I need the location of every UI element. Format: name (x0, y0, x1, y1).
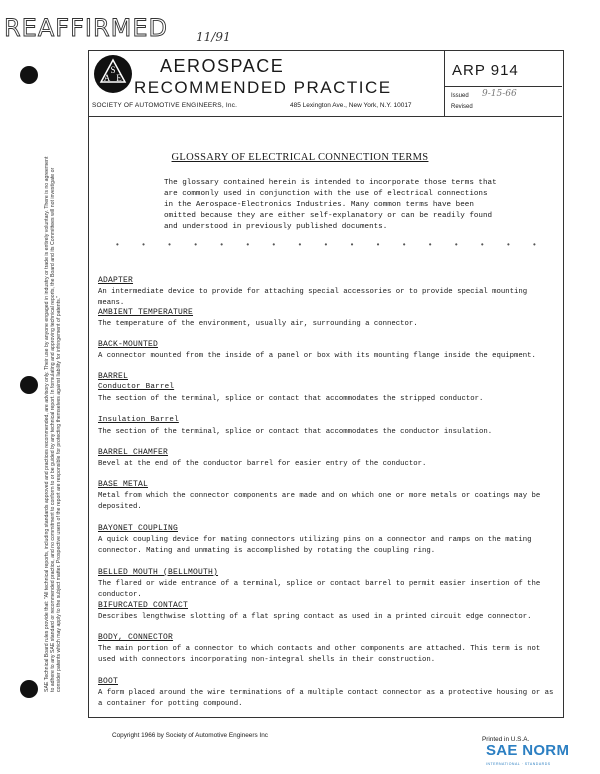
term-definition: Bevel at the end of the conductor barrel for easier entry of the conductor. (98, 460, 427, 468)
header-title-line2: RECOMMENDED PRACTICE (134, 78, 392, 97)
sidebar-disclaimer (46, 150, 60, 690)
binder-hole-icon (20, 680, 38, 698)
term-definition: The section of the terminal, splice or contact that accommodates the stripped conductor. (98, 395, 484, 403)
org-address: 485 Lexington Ave., New York, N.Y. 10017 (290, 102, 412, 109)
org-name: SOCIETY OF AUTOMOTIVE ENGINEERS, Inc. (92, 102, 238, 109)
term-definition: A quick coupling device for mating connectors utilizing pins on a connector and ramps on the mating connector. Mating and unmating is accomplished by rotating the coupling ring. (98, 536, 532, 555)
term-definition: The temperature of the environment, usually air, surrounding a connector. (98, 320, 418, 328)
term-definition: Describes lengthwise slotting of a flat spring contact as used in a printed circuit edge connector. (98, 613, 532, 621)
issued-label: Issued (451, 93, 469, 99)
meta-divider (444, 86, 562, 87)
term-definition: A form placed around the wire terminations of a multiple contact connector as a protective housing or as a container for potting compound. (98, 689, 554, 708)
term-heading: ADAPTER (98, 276, 134, 285)
term-heading: BARREL (98, 372, 129, 381)
issued-value: 9-15-66 (482, 89, 517, 99)
term-heading: BOOT (98, 677, 119, 686)
term-heading: BASE METAL (98, 480, 149, 489)
term-heading: BACK-MOUNTED (98, 340, 159, 349)
svg-text:E: E (116, 73, 122, 83)
term-heading: BELLED MOUTH (BELLMOUTH) (98, 568, 219, 577)
copyright-line: Copyright 1966 by Society of Automotive Engineers Inc (112, 732, 268, 739)
term-heading: AMBIENT TEMPERATURE (98, 308, 194, 317)
disclaimer-text: SAE Technical Board rules provide that: "All technical reports, including standards approved and practices recommended, are advisory only. Their use by anyone engaged in industry or trade is entirely voluntary. There is no agreement to adhere to any SAE standard or recommended practice, and no commitment to conform to or be guided by any technical report. In formulating and approving technical reports, the Board and its Committees will not investigate or consider patents which may apply to the subject matter. Prospective users of the report are responsible for protecting themselves against liability for infringement of patents." (44, 156, 62, 692)
intro-paragraph: The glossary contained herein is intended to incorporate those terms that are commonly used in conjunction with the use of electrical connections in the Aerospace-Electronics Industries. Many common terms have been omitted because they are either self-explanatory or can be readily found and understood in previously published documents. (164, 179, 497, 231)
document-title: GLOSSARY OF ELECTRICAL CONNECTION TERMS (171, 152, 429, 163)
svg-text:S: S (110, 65, 116, 75)
header-divider (444, 50, 445, 116)
term-heading: BARREL CHAMFER (98, 448, 169, 457)
term-definition: An intermediate device to provide for attaching special accessories or to provide special mounting means. (98, 288, 528, 307)
term-definition: The section of the terminal, splice or contact that accommodates the conductor insulation. (98, 428, 493, 436)
reaffirmed-stamp: REAFFIRMED (4, 14, 168, 42)
header-title-line1: AEROSPACE (160, 56, 285, 76)
revised-label: Revised (451, 104, 473, 110)
subterm-heading: Conductor Barrel (98, 383, 175, 391)
term-heading: BIFURCATED CONTACT (98, 601, 189, 610)
doc-number: ARP 914 (452, 62, 519, 79)
term-heading: BODY, CONNECTOR (98, 633, 174, 642)
binder-hole-icon (20, 66, 38, 84)
term-heading: BAYONET COUPLING (98, 524, 179, 533)
separator-dots: • • • • • • • • • • • • • • • • • (116, 240, 536, 249)
binder-hole-icon (20, 376, 38, 394)
term-definition: The main portion of a connector to which contacts and other components are attached. This term is not used with connectors incorporating non-integral shells in their construction. (98, 645, 541, 664)
reaffirmed-date: 11/91 (196, 30, 231, 44)
printed-in: Printed in U.S.A. (482, 736, 530, 743)
subterm-heading: Insulation Barrel (98, 416, 179, 424)
term-definition: A connector mounted from the inside of a panel or box with its mounting flange inside the equipment. (98, 352, 536, 360)
watermark-logo: SAE NORM (486, 742, 570, 759)
term-definition: The flared or wide entrance of a terminal, splice or contact barrel to permit easier insertion of the conductor. (98, 580, 541, 599)
sae-logo-icon (94, 55, 132, 93)
watermark-subtitle: INTERNATIONAL · STANDARDS (486, 762, 551, 766)
term-definition: Metal from which the connector components are made and on which one or more metals or coatings may be deposited. (98, 492, 541, 511)
svg-text:A: A (103, 73, 111, 83)
header-divider (88, 116, 562, 117)
